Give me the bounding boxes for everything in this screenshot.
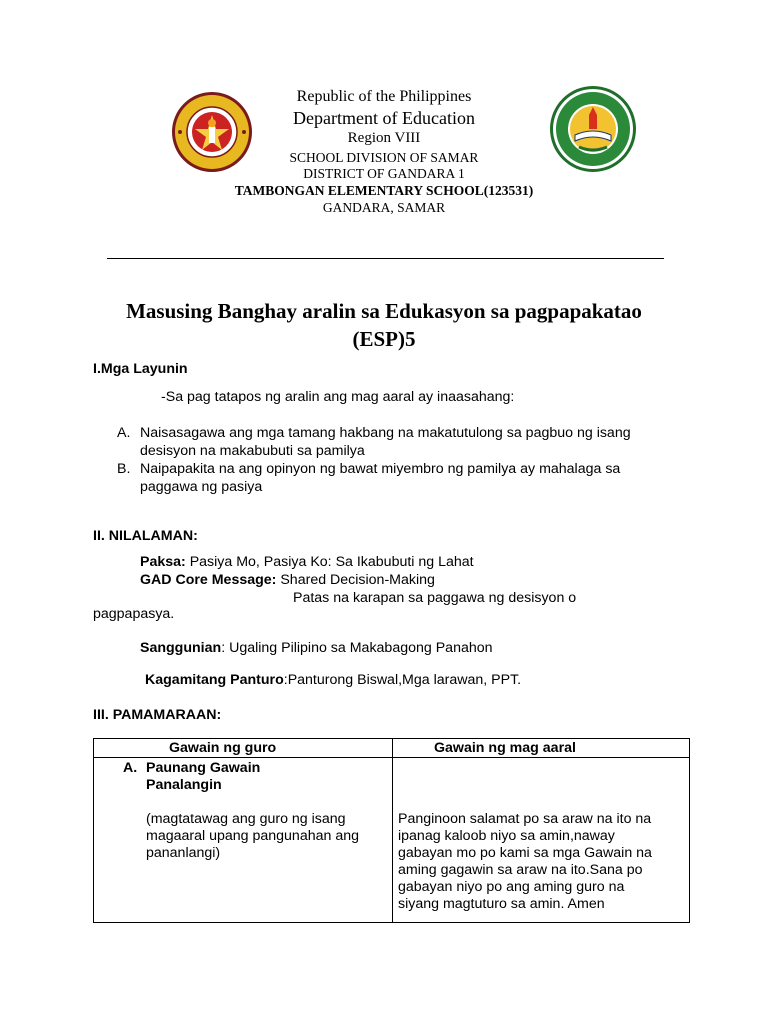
objective-b-line1: Naipapakita na ang opinyon ng bawat miyembro ng pamilya ay mahalaga sa: [140, 461, 621, 477]
section-letter: A.: [123, 760, 138, 776]
header-division: SCHOOL DIVISION OF SAMAR: [289, 150, 479, 165]
header-department: Department of Education: [293, 108, 475, 128]
gad-value: Shared Decision-Making: [276, 572, 435, 588]
sanggunian-label: Sanggunian: [140, 640, 222, 656]
student-line: ipanag kaloob niyo sa amin,naway: [398, 828, 615, 844]
gad-line3: pagpapasya.: [93, 606, 175, 622]
gad-label: GAD Core Message:: [140, 572, 277, 588]
content-heading: II. NILALAMAN:: [93, 528, 198, 544]
student-line: aming gagawin sa araw na ito.Sana po: [398, 862, 643, 878]
student-line: siyang magtuturo sa amin. Amen: [398, 896, 605, 912]
paksa-value: Pasiya Mo, Pasiya Ko: Sa Ikabubuti ng Lahat: [185, 554, 474, 570]
objective-a-line2: desisyon na makabubuti sa pamilya: [140, 443, 365, 459]
table-row: [94, 758, 690, 923]
sanggunian-value: : Ugaling Pilipino sa Makabagong Panahon: [221, 640, 493, 656]
student-cell: [393, 758, 690, 923]
procedure-table: [93, 738, 690, 923]
sanggunian-line: [140, 639, 493, 657]
teacher-line: magaaral upang pangunahan ang: [146, 828, 359, 844]
document-title-line2: (ESP)5: [352, 327, 416, 351]
kagamitan-value: :Panturong Biswal,Mga larawan, PPT.: [283, 672, 522, 688]
kagamitan-label: Kagamitang Panturo: [145, 672, 284, 688]
procedure-heading: III. PAMAMARAAN:: [93, 707, 222, 723]
objective-b-line2: paggawa ng pasiya: [140, 479, 263, 495]
gad-line2: Patas na karapan sa paggawa ng desisyon o: [293, 590, 577, 606]
header-republic: Republic of the Philippines: [296, 88, 472, 105]
objective-b-letter: B.: [117, 461, 131, 477]
objectives-heading: I.Mga Layunin: [93, 361, 188, 377]
objective-a-letter: A.: [117, 425, 131, 441]
objective-a-line1: Naisasagawa ang mga tamang hakbang na makatutulong sa pagbuo ng isang: [140, 425, 631, 441]
table-header-row: [94, 739, 690, 758]
section-title: Paunang Gawain: [146, 760, 261, 776]
paksa-label: Paksa:: [140, 554, 186, 570]
document-title-line1: Masusing Banghay aralin sa Edukasyon sa pagpapakatao: [126, 299, 642, 323]
header-location: GANDARA, SAMAR: [322, 200, 446, 215]
student-line: gabayan niyo po ang aming guro na: [398, 879, 625, 895]
paksa-line: [140, 553, 474, 571]
header-district: DISTRICT OF GANDARA 1: [303, 166, 465, 181]
kagamitan-line: [145, 671, 521, 689]
section-subtitle: Panalangin: [146, 777, 222, 793]
teacher-line: pananlangi): [146, 845, 221, 861]
teacher-cell: [94, 758, 393, 923]
column-header-teacher: Gawain ng guro: [94, 739, 393, 758]
header-school: TAMBONGAN ELEMENTARY SCHOOL(123531): [234, 183, 534, 198]
teacher-line: (magtatawag ang guro ng isang: [146, 811, 346, 827]
student-line: Panginoon salamat po sa araw na ito na: [398, 811, 652, 827]
header-divider: [107, 258, 664, 259]
student-line: gabayan mo po kami sa mga Gawain na: [398, 845, 652, 861]
gad-line: [140, 571, 435, 589]
objectives-intro: -Sa pag tatapos ng aralin ang mag aaral ay inaasahang:: [161, 389, 515, 405]
header-region: Region VIII: [347, 130, 421, 146]
column-header-student: Gawain ng mag aaral: [393, 739, 690, 758]
